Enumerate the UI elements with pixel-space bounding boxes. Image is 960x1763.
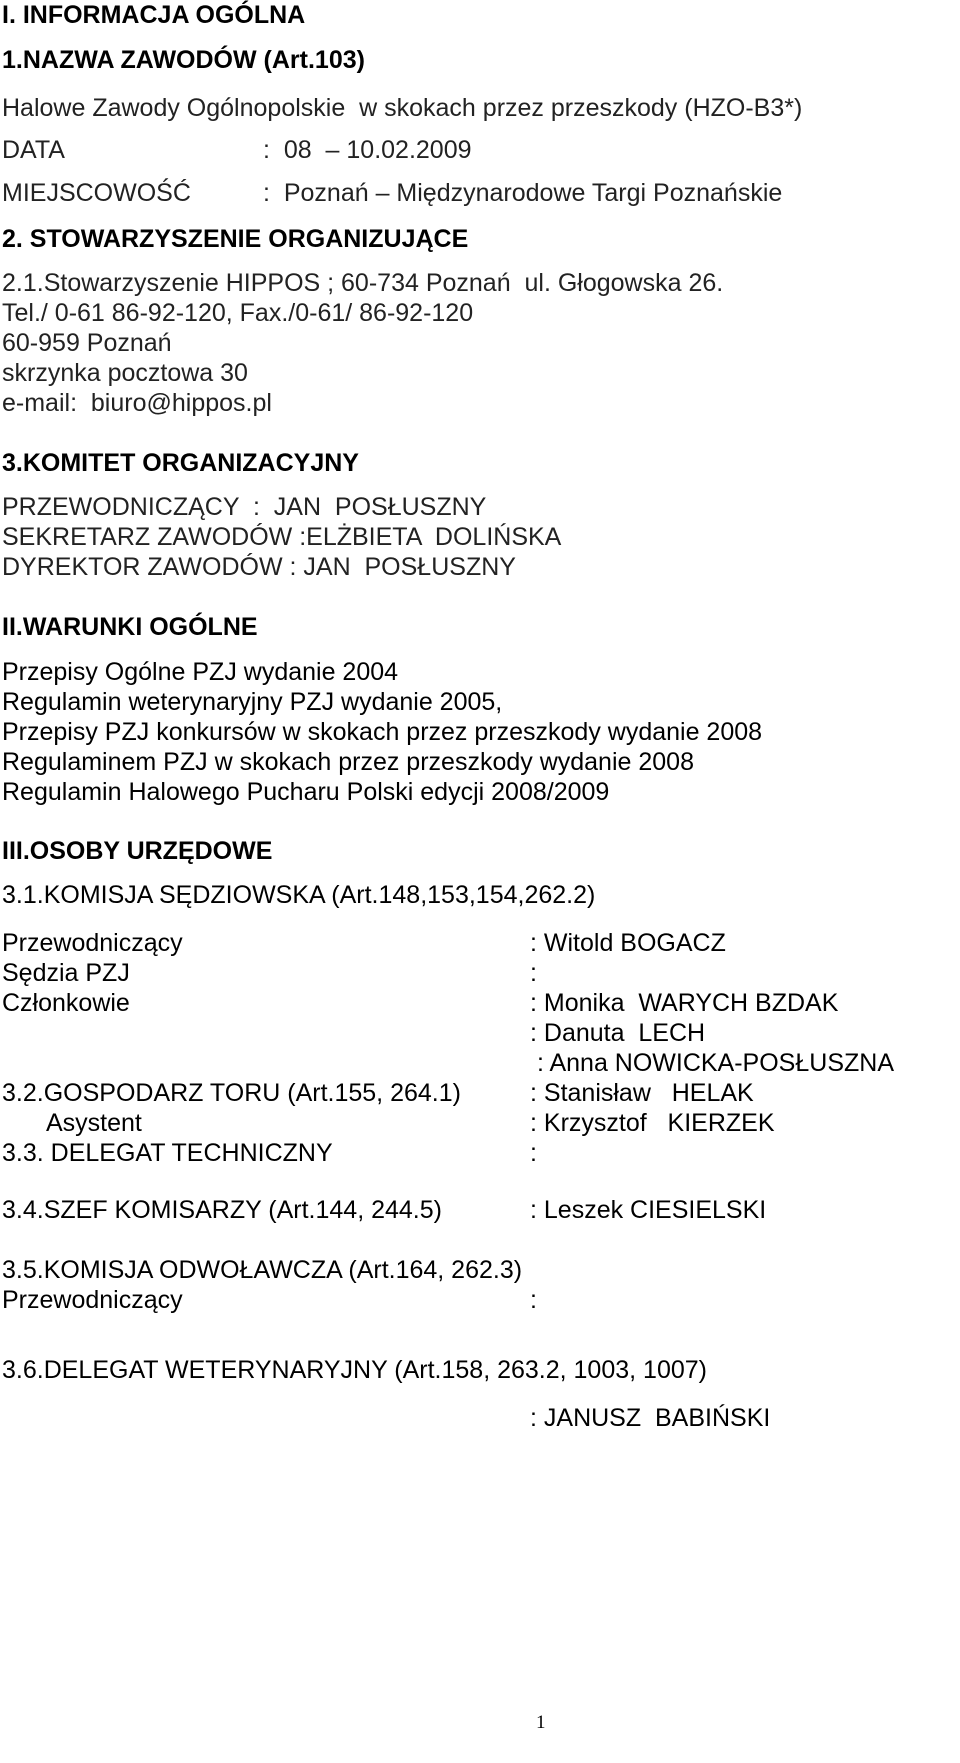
rule-line: Przepisy Ogólne PZJ wydanie 2004 xyxy=(2,658,399,686)
section-2-heading: II.WARUNKI OGÓLNE xyxy=(2,613,258,641)
place-value: : Poznań – Międzynarodowe Targi Poznańskie xyxy=(263,179,783,207)
chief-steward-value: : Leszek CIESIELSKI xyxy=(530,1196,767,1224)
technical-delegate-value: : xyxy=(530,1139,537,1167)
jury-row-label: Przewodniczący xyxy=(2,929,183,957)
course-designer-label: 3.2.GOSPODARZ TORU (Art.155, 264.1) xyxy=(2,1079,461,1107)
organizer-line: Tel./ 0-61 86-92-120, Fax./0-61/ 86-92-120 xyxy=(2,299,474,327)
jury-title: 3.1.KOMISJA SĘDZIOWSKA (Art.148,153,154,262.2) xyxy=(2,881,596,909)
organizer-line: 2.1.Stowarzyszenie HIPPOS ; 60-734 Poznań ul. Głogowska 26. xyxy=(2,269,724,297)
jury-row-label: Członkowie xyxy=(2,989,130,1017)
rule-line: Przepisy PZJ konkursów w skokach przez przeszkody wydanie 2008 xyxy=(2,718,763,746)
appeal-chair-value: : xyxy=(530,1286,537,1314)
organizer-line: 60-959 Poznań xyxy=(2,329,172,357)
vet-delegate-title: 3.6.DELEGAT WETERYNARYJNY (Art.158, 263.2, 1003, 1007) xyxy=(2,1356,707,1384)
assistant-label: Asystent xyxy=(46,1109,142,1137)
organizer-heading: 2. STOWARZYSZENIE ORGANIZUJĄCE xyxy=(2,225,469,253)
date-label: DATA xyxy=(2,136,65,164)
jury-row-value: : xyxy=(530,959,537,987)
assistant-value: : Krzysztof KIERZEK xyxy=(530,1109,775,1137)
section-1-heading: I. INFORMACJA OGÓLNA xyxy=(2,1,306,29)
committee-line: DYREKTOR ZAWODÓW : JAN POSŁUSZNY xyxy=(2,553,516,581)
jury-row-value: : Danuta LECH xyxy=(530,1019,706,1047)
appeal-committee-title: 3.5.KOMISJA ODWOŁAWCZA (Art.164, 262.3) xyxy=(2,1256,523,1284)
date-value: : 08 – 10.02.2009 xyxy=(263,136,472,164)
section-3-heading: III.OSOBY URZĘDOWE xyxy=(2,837,273,865)
jury-row-value: : Anna NOWICKA-POSŁUSZNA xyxy=(530,1049,894,1077)
committee-line: PRZEWODNICZĄCY : JAN POSŁUSZNY xyxy=(2,493,487,521)
event-name: Halowe Zawody Ogólnopolskie w skokach przez przeszkody (HZO-B3*) xyxy=(2,94,803,122)
jury-row-value: : Monika WARYCH BZDAK xyxy=(530,989,839,1017)
rule-line: Regulaminem PZJ w skokach przez przeszkody wydanie 2008 xyxy=(2,748,694,776)
jury-row-value: : Witold BOGACZ xyxy=(530,929,726,957)
appeal-chair-label: Przewodniczący xyxy=(2,1286,183,1314)
page-number: 1 xyxy=(536,1712,546,1733)
event-name-heading: 1.NAZWA ZAWODÓW (Art.103) xyxy=(2,46,365,74)
committee-heading: 3.KOMITET ORGANIZACYJNY xyxy=(2,449,359,477)
course-designer-value: : Stanisław HELAK xyxy=(530,1079,754,1107)
place-label: MIEJSCOWOŚĆ xyxy=(2,179,191,207)
technical-delegate-label: 3.3. DELEGAT TECHNICZNY xyxy=(2,1139,333,1167)
rule-line: Regulamin Halowego Pucharu Polski edycji 2008/2009 xyxy=(2,778,610,806)
vet-delegate-value: : JANUSZ BABIŃSKI xyxy=(530,1404,771,1432)
organizer-line: skrzynka pocztowa 30 xyxy=(2,359,248,387)
chief-steward-label: 3.4.SZEF KOMISARZY (Art.144, 244.5) xyxy=(2,1196,442,1224)
jury-row-label: Sędzia PZJ xyxy=(2,959,130,987)
rule-line: Regulamin weterynaryjny PZJ wydanie 2005, xyxy=(2,688,503,716)
organizer-email: e-mail: biuro@hippos.pl xyxy=(2,389,272,417)
committee-line: SEKRETARZ ZAWODÓW :ELŻBIETA DOLIŃSKA xyxy=(2,523,562,551)
